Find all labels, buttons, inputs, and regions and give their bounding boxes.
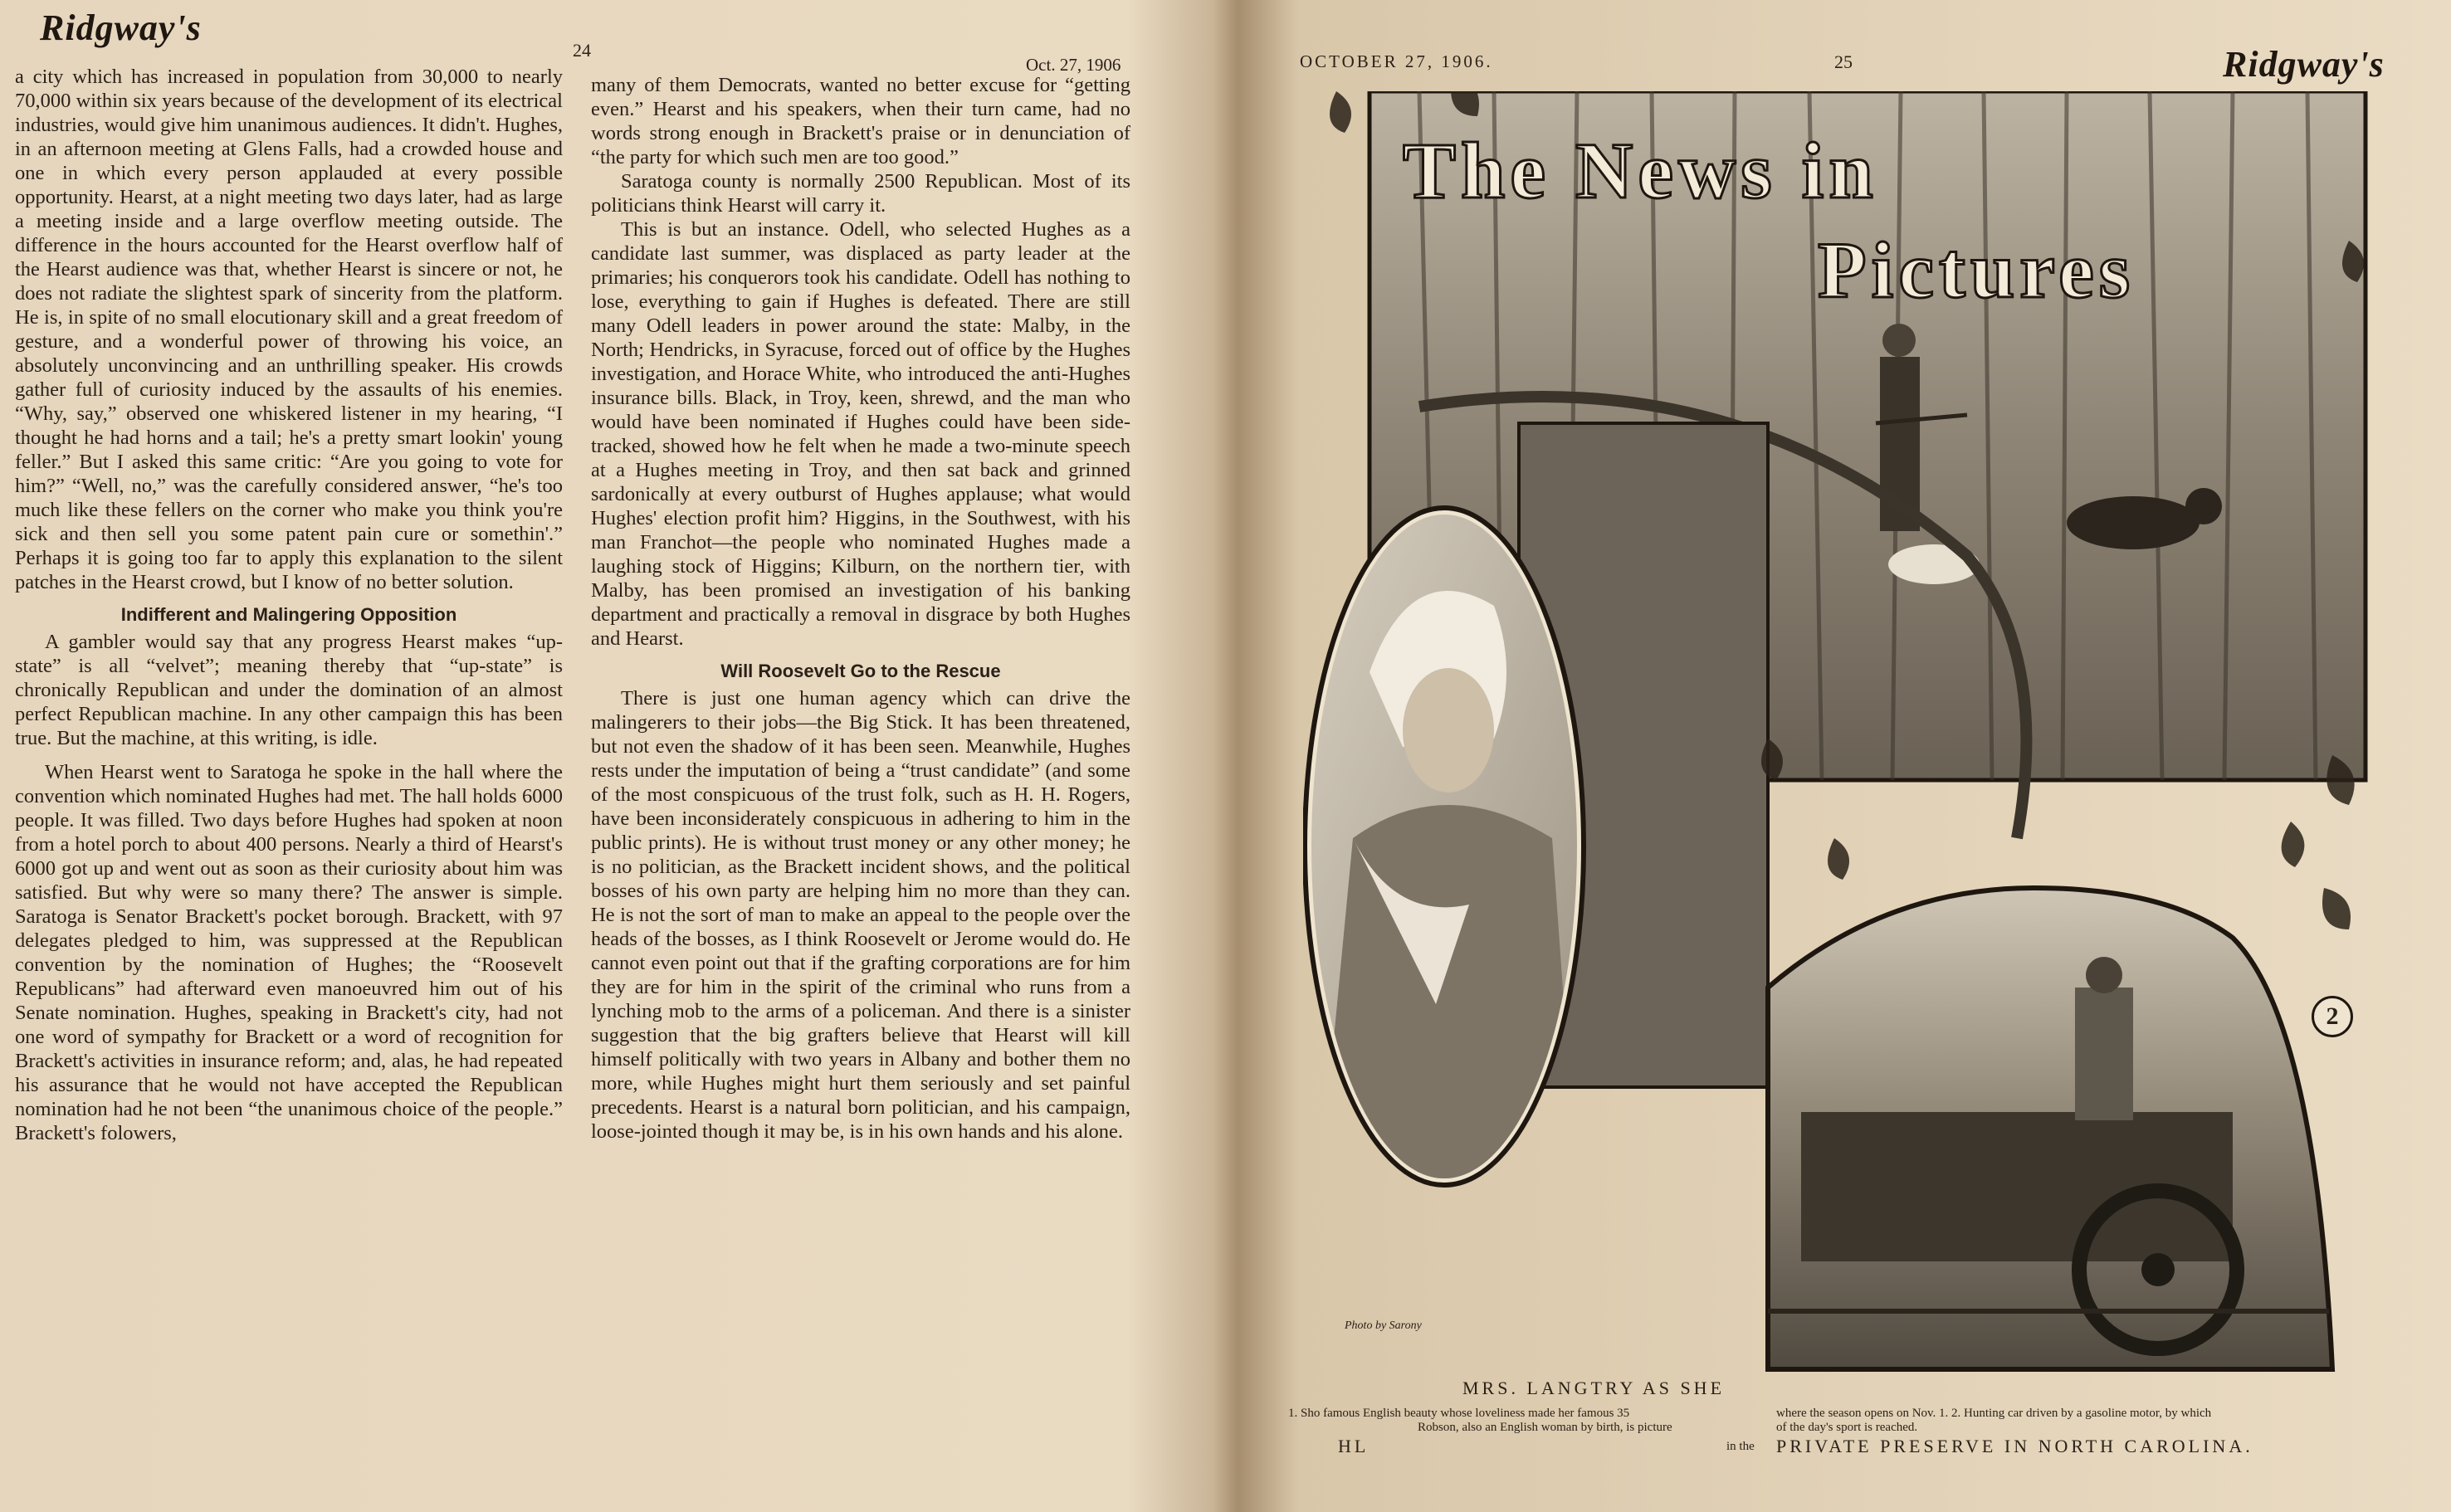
plate-title-line-1: The News in — [1403, 126, 1878, 215]
photo-number-badge: 2 — [2312, 996, 2353, 1037]
section-heading: Will Roosevelt Go to the Rescue — [720, 661, 1001, 681]
masthead-logo: Ridgway's — [2223, 44, 2385, 85]
photo-credit: Photo by Sarony — [1345, 1319, 1422, 1332]
plate-title-line-2: Pictures — [1818, 226, 2136, 315]
page-number: 25 — [1834, 51, 1853, 72]
caption-left-2: Robson, also an English woman by birth, is picture — [1418, 1421, 1672, 1434]
left-page — [0, 0, 1220, 1512]
issue-date: Oct. 27, 1906 — [1026, 55, 1121, 75]
article-column-1 — [15, 65, 563, 1145]
news-in-pictures-plate — [1303, 91, 2390, 1402]
caption-banner-right: PRIVATE PRESERVE IN NORTH CAROLINA. — [1776, 1436, 2253, 1456]
paragraph: many of them Democrats, wanted no better excuse for “getting even.” Hearst and his speakers, when their turn came, had no words strong enough in Brackett's praise or in denunciation of “the party for which such men are too good.” — [591, 74, 1130, 168]
langtry-portrait — [1303, 506, 1585, 1187]
paragraph: A gambler would say that any progress Hearst makes “up-state” is all “velvet”; meaning thereby that “up-state” is chronically Republican and under the domination of an almost perfect Republican machine. In any other campaign this has been true. But the machine, at this writing, is idle. — [15, 631, 563, 749]
caption-banner-left: MRS. LANGTRY AS SHE — [1462, 1378, 1726, 1398]
caption-banner-fragment: HL — [1338, 1436, 1370, 1456]
caption-left: 1. Sho famous English beauty whose loveliness made her famous 35 — [1288, 1407, 1630, 1420]
paragraph: There is just one human agency which can drive the malingerers to their jobs—the Big Stick. It has been threatened, but not even the shadow of it has been seen. Meanwhile, Hughes rests under the imputation of being a “trust candidate” (and some of the most conspicuous of the trust folk, such as H. H. Rogers, have been inconsiderately conspicuous in adhering to him in the public prints). He is without trust money or any other money; he is no politician, as the Brackett incident shows, and the political bosses of his own party are helping him no more than they can. He is not the sort of man to make an appeal to the people over the heads of the bosses, as I think Roosevelt or Jerome would do. He cannot even point out that if the grafting corporations are for him they are for him in the spirit of the criminal who runs from a lynching mob to the arms of a policeman. And there is a sinister suggestion that the big grafters believe that Hearst will kill himself politically with two years in Albany and bother them no more, while Hughes might hurt them seriously and set painful precedents. Hearst is a natural born politician, and his campaign, loose-jointed though it may be, is in his own hands and his alone. — [591, 687, 1130, 1143]
article-column-2 — [591, 73, 1130, 1144]
masthead-logo: Ridgway's — [40, 7, 202, 48]
hunting-car-photo — [1768, 888, 2332, 1369]
caption-right: where the season opens on Nov. 1. 2. Hunting car driven by a gasoline motor, by which — [1776, 1407, 2212, 1420]
paragraph: When Hearst went to Saratoga he spoke in the hall where the convention which nominated Hughes had met. The hall holds 6000 people. It was filled. Two days before Hughes had spoken at noon from a hotel porch to about 400 persons. Nearly a third of Hearst's 6000 got up and went out as soon as their curiosity about him was satisfied. But why were so many there? The answer is simple. Saratoga is Senator Brackett's pocket borough. Brackett, with 97 delegates pledged to him, was suppressed at the Republican convention by the nomination of Hughes; the “Roosevelt Republicans” had afterward even manoeuvred him out of his Senate nomination. Hughes, speaking in Brackett's city, had not one word of sympathy for Brackett or a word of recognition for Brackett's activities in insurance reform; and, alas, he had repeated his assurance that he would not have accepted the Republican nomination had he not been “the unanimous choice of the people.” Brackett's folowers, — [15, 761, 563, 1144]
issue-date: OCTOBER 27, 1906. — [1300, 51, 1493, 71]
caption-left-3: in the — [1726, 1440, 1755, 1453]
section-heading: Indifferent and Malingering Opposition — [120, 604, 457, 625]
paragraph: Saratoga county is normally 2500 Republican. Most of its politicians think Hearst will carry it. — [591, 170, 1130, 217]
page-number: 24 — [573, 40, 591, 61]
paragraph: a city which has increased in population from 30,000 to nearly 70,000 within six years because of the development of its electrical industries, would give him unanimous audiences. It didn't. Hughes, in an afternoon meeting at Glens Falls, had a crowded house and one in which every person applauded at every possible opportunity. Hearst, at a night meeting two days later, had as large a meeting inside and a large overflow meeting outside. The difference in the hours accounted for the Hearst overflow half of the Hearst audience was that, whether Hearst is sincere or not, he does not radiate the slightest spark of sincerity from the platform. He is, in spite of no small elocutionary skill and a great freedom of gesture, and a wonderful power of throwing his voice, an absolutely unconvincing and an unthrilling speaker. His crowds gather full of curiosity induced by the assaults of his enemies. “Why, say,” observed one whiskered listener in my hearing, “I thought he had horns and a tail; he's a pretty smart lookin' young feller.” But I asked this same critic: “Are you going to vote for him?” “Well, no,” was the carefully considered answer, “he's too much like these fellers on the corner who make you think you're sick and then sell you some patent pain cure or somethin'.” Perhaps it is going too far to apply this explanation to the silent patches in the Hearst crowd, but I know of no better solution. — [15, 66, 563, 593]
paragraph: This is but an instance. Odell, who selected Hughes as a candidate last summer, was displaced as party leader at the primaries; his conquerors took his candidate. Odell has nothing to lose, everything to gain if Hughes is defeated. There are still many Odell leaders in power around the state: Malby, in the North; Hendricks, in Syracuse, forced out of office by the Hughes investigation, and Horace White, who introduced the anti-Hughes insurance bills. Black, in Troy, keen, shrewd, and the man who would have been nominated if Hughes could have been side-tracked, showed how he felt when he made a two-minute speech at a Hughes meeting in Troy, and then sat back and grinned sardonically at every outburst of Hughes applause; what would Hughes' election profit him? Higgins, in the Southwest, with his man Franchot—the people who nominated Hughes made a laughing stock of Higgins; Kilburn, on the northern tier, with Malby, has been promised an investigation of his banking department and practically a removal in disgrace by both Hughes and Hearst. — [591, 218, 1130, 650]
caption-right-2: of the day's sport is reached. — [1776, 1421, 1918, 1434]
